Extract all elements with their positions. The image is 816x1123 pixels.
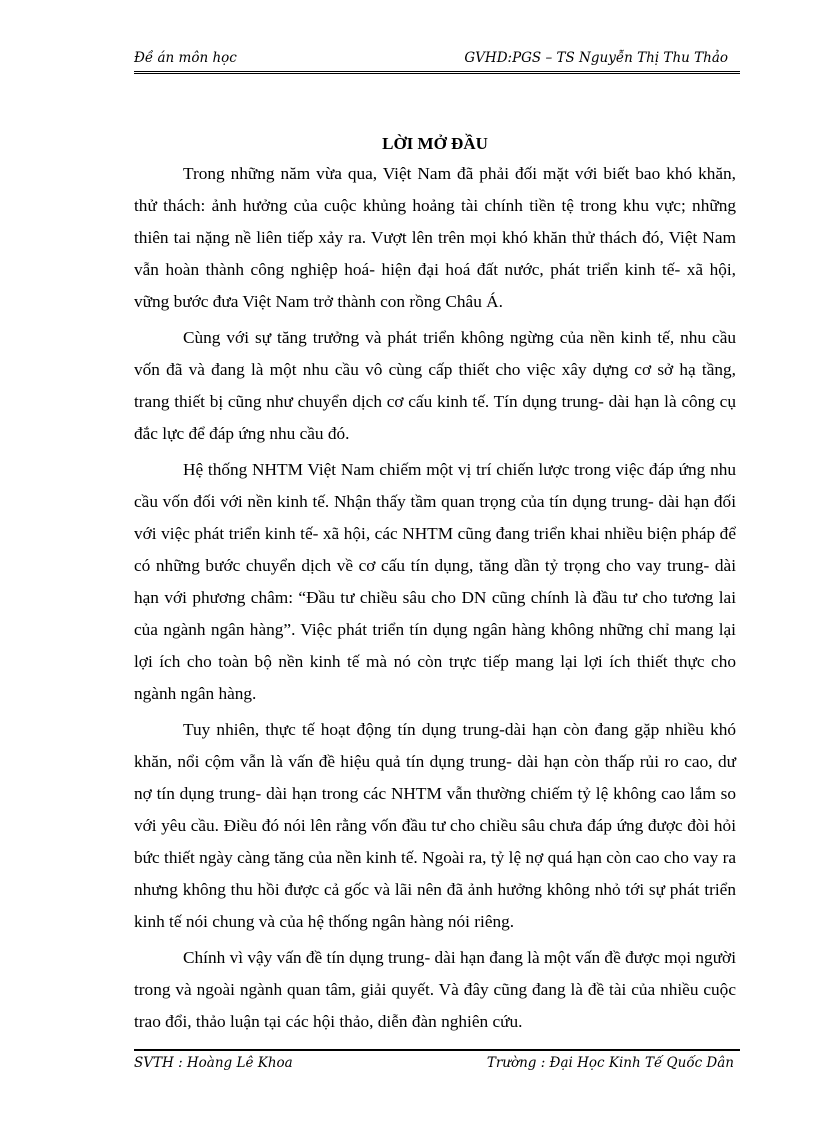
document-body [134, 132, 736, 1038]
paragraph: Trong những năm vừa qua, Việt Nam đã phải đối mặt với biết bao khó khăn, thử thách: ảnh hưởng của cuộc khủng hoảng tài chính tiền tệ trong khu vực; những thiên tai nặng nề liên tiếp xảy ra. Vượt lên trên mọi khó khăn thử thách đó, Việt Nam vẫn hoàn thành công nghiệp hoá- hiện đại hoá đất nước, phát triển kinh tế- xã hội, vững bước đưa Việt Nam trở thành con rồng Châu Á. [134, 164, 736, 311]
header-course-label: Đề án môn học [134, 50, 237, 66]
paragraph: Cùng với sự tăng trưởng và phát triển không ngừng của nền kinh tế, nhu cầu vốn đã và đang là một nhu cầu vô cùng cấp thiết cho việc xây dựng cơ sở hạ tầng, trang thiết bị cũng như chuyển dịch cơ cấu kinh tế. Tín dụng trung- dài hạn là công cụ đắc lực để đáp ứng nhu cầu đó. [134, 328, 736, 443]
footer-school-label: Trường : Đại Học Kinh Tế Quốc Dân [486, 1055, 734, 1071]
paragraph: Chính vì vậy vấn đề tín dụng trung- dài hạn đang là một vấn đề được mọi người trong và ngoài ngành quan tâm, giải quyết. Và đây cũng đang là đề tài của nhiều cuộc trao đổi, thảo luận tại các hội thảo, diễn đàn nghiên cứu. [134, 948, 736, 1031]
document-title: LỜI MỞ ĐẦU [382, 134, 488, 153]
page-header [134, 50, 740, 74]
header-supervisor-label: GVHD:PGS – TS Nguyễn Thị Thu Thảo [464, 50, 728, 66]
page-footer [134, 1049, 740, 1075]
footer-student-label: SVTH : Hoàng Lê Khoa [134, 1055, 293, 1071]
paragraph: Tuy nhiên, thực tế hoạt động tín dụng trung-dài hạn còn đang gặp nhiều khó khăn, nổi cộm vẫn là vấn đề hiệu quả tín dụng trung- dài hạn còn thấp rủi ro cao, dư nợ tín dụng trung- dài hạn trong các NHTM vẫn thường chiếm tỷ lệ không cao lắm so với yêu cầu. Điều đó nói lên rằng vốn đầu tư cho chiều sâu chưa đáp ứng được đòi hỏi bức thiết ngày càng tăng của nền kinh tế. Ngoài ra, tỷ lệ nợ quá hạn còn cao cho vay ra nhưng không thu hồi được cả gốc và lãi nên đã ảnh hưởng không nhỏ tới sự phát triển kinh tế nói chung và của hệ thống ngân hàng nói riêng. [134, 720, 736, 931]
paragraph: Hệ thống NHTM Việt Nam chiếm một vị trí chiến lược trong việc đáp ứng nhu cầu vốn đối với nền kinh tế. Nhận thấy tầm quan trọng của tín dụng trung- dài hạn đối với việc phát triển kinh tế- xã hội, các NHTM cũng đang triển khai nhiều biện pháp để có những bước chuyển dịch về cơ cấu tín dụng, tăng dần tỷ trọng cho vay trung- dài hạn với phương châm: “Đầu tư chiều sâu cho DN cũng chính là đầu tư cho tương lai của ngành ngân hàng”. Việc phát triển tín dụng ngân hàng không những chỉ mang lại lợi ích cho toàn bộ nền kinh tế mà nó còn trực tiếp mang lại lợi ích thiết thực cho ngành ngân hàng. [134, 460, 736, 703]
